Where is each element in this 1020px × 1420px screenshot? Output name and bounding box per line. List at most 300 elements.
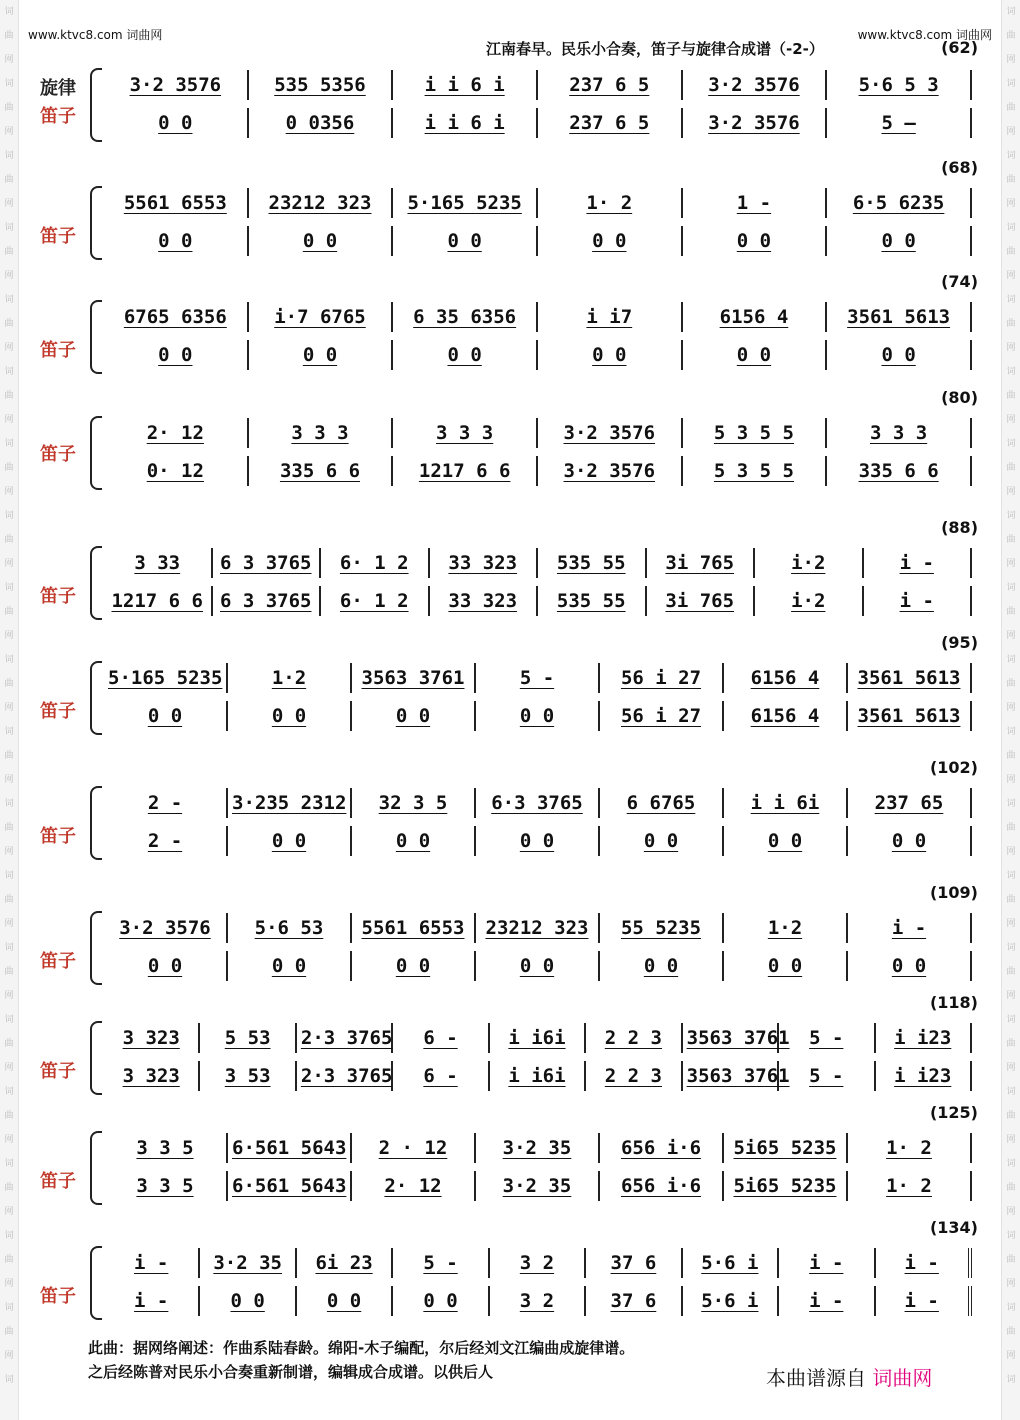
- side-watermark-text: 词: [4, 1087, 14, 1097]
- notes: 1217 6 6: [111, 590, 203, 612]
- left-watermark-strip: [0, 0, 19, 1420]
- part-label: 笛子: [40, 1061, 76, 1082]
- measure: [228, 826, 352, 856]
- side-watermark-text: 曲: [1006, 1255, 1016, 1265]
- measure: [586, 1061, 682, 1091]
- measure: [538, 456, 683, 486]
- side-watermark-text: 曲: [4, 679, 14, 689]
- upper-staff: [104, 1023, 982, 1053]
- side-watermark-text: 曲: [4, 823, 14, 833]
- measure: [538, 418, 683, 448]
- notes: 2· 12: [384, 1175, 442, 1197]
- measure: [393, 418, 538, 448]
- measure: [104, 70, 249, 100]
- side-watermark-text: 网: [4, 559, 14, 569]
- notes: 1· 2: [586, 192, 633, 214]
- footer-line-2: 之后经陈普对民乐小合奏重新制谱，编辑成合成谱。以供后人: [88, 1363, 494, 1381]
- measure: [683, 418, 828, 448]
- measure: [876, 1286, 972, 1316]
- notes: 2·3 3765: [300, 1065, 393, 1087]
- notes: 3·2 3576: [129, 74, 222, 96]
- notes: 3i 765: [665, 552, 735, 574]
- notes: 6156 4: [750, 705, 820, 727]
- measure: [755, 586, 864, 616]
- lower-staff: [104, 701, 982, 731]
- side-watermark-text: 网: [1006, 1351, 1016, 1361]
- measure: [249, 188, 394, 218]
- notes: i i 6 i: [424, 112, 505, 134]
- notes: 5 3 5 5: [713, 422, 794, 444]
- notes: 5·6 5 3: [858, 74, 939, 96]
- side-watermark-text: 词: [1006, 151, 1016, 161]
- notes: 0 0: [643, 830, 679, 852]
- notes: 23212 323: [485, 917, 589, 939]
- notes: 0 0: [767, 830, 803, 852]
- measure: [724, 826, 848, 856]
- notes: i -: [809, 1290, 844, 1312]
- system-brace: [90, 68, 102, 142]
- measure: [848, 913, 972, 943]
- notes: 3·2 3576: [563, 422, 656, 444]
- measure: [104, 1286, 200, 1316]
- notes: 5i65 5235: [733, 1137, 837, 1159]
- measure-number: (102): [929, 758, 978, 777]
- side-watermark-text: 词: [1006, 223, 1016, 233]
- notes: i -: [904, 1290, 939, 1312]
- side-watermark-text: 词: [1006, 1087, 1016, 1097]
- measure-number: (68): [941, 158, 978, 177]
- measure: [876, 1061, 972, 1091]
- notes: 0 0: [271, 705, 307, 727]
- notes: 2 2 3: [604, 1027, 662, 1049]
- notes: 2 -: [147, 792, 183, 814]
- measure: [724, 701, 848, 731]
- side-watermark-text: 网: [1006, 487, 1016, 497]
- side-watermark-text: 词: [4, 943, 14, 953]
- notes: 56 i 27: [620, 705, 702, 727]
- measure: [827, 226, 972, 256]
- measure: [724, 1133, 848, 1163]
- notes: 0 0: [891, 955, 927, 977]
- score-system: [40, 758, 990, 866]
- measure: [490, 1061, 586, 1091]
- measure: [297, 1248, 393, 1278]
- notes: 2 2 3: [604, 1065, 662, 1087]
- side-watermark-text: 曲: [1006, 103, 1016, 113]
- side-watermark-text: 曲: [1006, 823, 1016, 833]
- measure: [647, 548, 756, 578]
- side-watermark-text: 词: [4, 727, 14, 737]
- measure: [393, 1286, 489, 1316]
- lower-staff: [104, 1286, 982, 1316]
- notes: 0 0: [643, 955, 679, 977]
- measure-number: (118): [929, 993, 978, 1012]
- side-watermark-text: 词: [1006, 727, 1016, 737]
- side-watermark-text: 网: [4, 991, 14, 1001]
- measure: [352, 951, 476, 981]
- side-watermark-text: 词: [4, 1231, 14, 1241]
- measure: [683, 1248, 779, 1278]
- measure: [586, 1248, 682, 1278]
- side-watermark-text: 曲: [4, 103, 14, 113]
- system-brace: [90, 300, 102, 374]
- notes: 656 i·6: [620, 1137, 702, 1159]
- side-watermark-text: 词: [1006, 655, 1016, 665]
- measure: [321, 586, 430, 616]
- measure: [249, 418, 394, 448]
- notes: 5 53: [224, 1027, 271, 1049]
- upper-staff: [104, 663, 982, 693]
- measure: [848, 826, 972, 856]
- footer-line-1: 此曲：据网络阐述：作曲系陆春龄。绵阳-木子编配，尔后经刘文江编曲成旋律谱。: [88, 1339, 635, 1357]
- source-site-link[interactable]: 词曲网: [872, 1366, 933, 1390]
- measure: [393, 340, 538, 370]
- notes: 0 0: [271, 955, 307, 977]
- side-watermark-text: 网: [4, 487, 14, 497]
- notes: 5 -: [809, 1065, 844, 1087]
- measure: [228, 663, 352, 693]
- measure: [393, 188, 538, 218]
- measure: [538, 188, 683, 218]
- measure: [104, 456, 249, 486]
- measure-number: (80): [941, 388, 978, 407]
- notes: 2 · 12: [378, 1137, 448, 1159]
- notes: 6765 6356: [123, 306, 227, 328]
- measure: [352, 788, 476, 818]
- measure: [104, 108, 249, 138]
- side-watermark-text: 词: [1006, 511, 1016, 521]
- measure: [827, 188, 972, 218]
- measure: [476, 701, 600, 731]
- lower-staff: [104, 586, 982, 616]
- notes: 237 6 5: [569, 74, 650, 96]
- side-watermark-text: 网: [1006, 1135, 1016, 1145]
- measure-number: (95): [941, 633, 978, 652]
- side-watermark-text: 曲: [1006, 391, 1016, 401]
- measure: [352, 826, 476, 856]
- measure: [538, 70, 683, 100]
- side-watermark-text: 网: [4, 199, 14, 209]
- notes: 32 3 5: [378, 792, 448, 814]
- notes: 3 3 3: [870, 422, 928, 444]
- measure: [538, 108, 683, 138]
- side-watermark-text: 网: [4, 1279, 14, 1289]
- side-watermark-text: 词: [4, 79, 14, 89]
- notes: 0· 12: [146, 460, 204, 482]
- notes: i·2: [791, 590, 826, 612]
- measure: [864, 548, 973, 578]
- lower-staff: [104, 108, 982, 138]
- side-watermark-text: 网: [1006, 1207, 1016, 1217]
- measure: [683, 302, 828, 332]
- side-watermark-text: 词: [1006, 1375, 1016, 1385]
- side-watermark-text: 网: [1006, 775, 1016, 785]
- side-watermark-text: 词: [1006, 1159, 1016, 1169]
- measure: [228, 1133, 352, 1163]
- side-watermark-text: 网: [1006, 415, 1016, 425]
- measure: [476, 951, 600, 981]
- measure: [393, 108, 538, 138]
- part-label: 笛子: [40, 701, 76, 722]
- measure: [683, 1061, 790, 1091]
- measure: [724, 913, 848, 943]
- side-watermark-text: 曲: [1006, 535, 1016, 545]
- measure: [683, 1023, 790, 1053]
- notes: 3561 5613: [857, 667, 961, 689]
- measure: [876, 1248, 972, 1278]
- notes: 5·6 i: [701, 1252, 759, 1274]
- notes: 3 2: [519, 1252, 555, 1274]
- notes: i -: [891, 917, 927, 939]
- notes: 535 55: [556, 552, 626, 574]
- part-label: 旋律: [40, 78, 76, 99]
- measure: [104, 1061, 200, 1091]
- measure-number: (134): [929, 1218, 978, 1237]
- notes: 5 3 5 5: [713, 460, 794, 482]
- notes: 0 0: [736, 344, 772, 366]
- notes: 3 33: [134, 552, 181, 574]
- score-title: 江南春早。民乐小合奏，笛子与旋律合成谱（-2-）: [486, 40, 824, 58]
- notes: 5i65 5235: [733, 1175, 837, 1197]
- notes: 5·6 53: [254, 917, 324, 939]
- side-watermark-text: 曲: [1006, 247, 1016, 257]
- measure: [104, 586, 213, 616]
- measure: [104, 1171, 228, 1201]
- notes: 0 0: [592, 230, 627, 252]
- measure: [827, 340, 972, 370]
- notes: 6· 1 2: [339, 590, 409, 612]
- part-label: 笛子: [40, 340, 76, 361]
- measure: [600, 663, 724, 693]
- measure: [213, 548, 322, 578]
- measure: [647, 586, 756, 616]
- measure: [848, 951, 972, 981]
- side-watermark-text: 曲: [4, 31, 14, 41]
- side-watermark-text: 词: [4, 511, 14, 521]
- measure: [393, 456, 538, 486]
- side-watermark-text: 词: [1006, 943, 1016, 953]
- side-watermark-text: 网: [1006, 55, 1016, 65]
- measure: [724, 1171, 848, 1201]
- upper-staff: [104, 302, 982, 332]
- notes: 0 0: [519, 705, 555, 727]
- side-watermark-text: 词: [4, 295, 14, 305]
- side-watermark-text: 词: [1006, 1015, 1016, 1025]
- notes: 0 0: [423, 1290, 458, 1312]
- system-brace: [90, 416, 102, 490]
- notes: 2· 12: [146, 422, 204, 444]
- system-brace: [90, 786, 102, 860]
- measure: [104, 913, 228, 943]
- measure: [352, 913, 476, 943]
- notes: 0 0: [881, 344, 916, 366]
- side-watermark-text: 网: [4, 775, 14, 785]
- side-watermark-text: 曲: [1006, 1111, 1016, 1121]
- side-watermark-text: 词: [1006, 871, 1016, 881]
- score-system: [40, 388, 990, 496]
- notes: 1 -: [736, 192, 772, 214]
- measure: [683, 108, 828, 138]
- measure: [600, 951, 724, 981]
- side-watermark-text: 曲: [4, 967, 14, 977]
- measure: [249, 456, 394, 486]
- side-watermark-text: 网: [4, 631, 14, 641]
- measure: [538, 548, 647, 578]
- measure: [538, 586, 647, 616]
- upper-staff: [104, 1133, 982, 1163]
- notes: 37 6: [610, 1290, 657, 1312]
- part-label: 笛子: [40, 1171, 76, 1192]
- side-watermark-text: 网: [4, 127, 14, 137]
- part-label: 笛子: [40, 586, 76, 607]
- side-watermark-text: 曲: [1006, 1039, 1016, 1049]
- watermark-left: www.ktvc8.com 词曲网: [28, 28, 163, 42]
- measure: [848, 701, 972, 731]
- measure: [228, 951, 352, 981]
- side-watermark-text: 网: [1006, 1063, 1016, 1073]
- notes: i i6i: [508, 1027, 566, 1049]
- measure: [683, 188, 828, 218]
- notes: 3 2: [519, 1290, 555, 1312]
- notes: 33 323: [448, 590, 518, 612]
- lower-staff: [104, 340, 982, 370]
- side-watermark-text: 网: [4, 703, 14, 713]
- notes: 3 323: [122, 1065, 180, 1087]
- side-watermark-text: 曲: [4, 1255, 14, 1265]
- notes: 33 323: [448, 552, 518, 574]
- notes: 3·2 3576: [563, 460, 656, 482]
- side-watermark-text: 词: [1006, 439, 1016, 449]
- side-watermark-text: 曲: [1006, 319, 1016, 329]
- measure: [490, 1023, 586, 1053]
- measure: [228, 1171, 352, 1201]
- side-watermark-text: 词: [1006, 1303, 1016, 1313]
- side-watermark-text: 曲: [1006, 751, 1016, 761]
- measure: [104, 826, 228, 856]
- measure: [683, 340, 828, 370]
- measure: [600, 701, 724, 731]
- upper-staff: [104, 418, 982, 448]
- notes: 5·165 5235: [108, 667, 223, 689]
- system-brace: [90, 546, 102, 620]
- side-watermark-text: 词: [1006, 1231, 1016, 1241]
- notes: 0 0: [147, 705, 183, 727]
- measure: [249, 226, 394, 256]
- notes: i i23: [894, 1065, 952, 1087]
- notes: 656 i·6: [620, 1175, 702, 1197]
- measure: [476, 1133, 600, 1163]
- side-watermark-text: 曲: [1006, 679, 1016, 689]
- score-system: [40, 883, 990, 991]
- lower-staff: [104, 456, 982, 486]
- score-system: [40, 518, 990, 626]
- notes: 0 0: [302, 230, 338, 252]
- notes: 0 0: [147, 955, 183, 977]
- measure: [228, 788, 352, 818]
- measure: [779, 1286, 875, 1316]
- notes: 335 6 6: [279, 460, 361, 482]
- system-brace: [90, 661, 102, 735]
- notes: 1· 2: [886, 1175, 932, 1197]
- notes: 3·2 35: [502, 1175, 572, 1197]
- measure: [393, 1061, 489, 1091]
- side-watermark-text: 词: [4, 1375, 14, 1385]
- measure: [430, 548, 539, 578]
- measure: [827, 418, 972, 448]
- measure: [249, 340, 394, 370]
- upper-staff: [104, 70, 982, 100]
- notes: 3·2 3576: [119, 917, 211, 939]
- notes: 0 0356: [285, 112, 355, 134]
- notes: 6·3 3765: [491, 792, 583, 814]
- notes: i -: [134, 1290, 169, 1312]
- measure: [683, 226, 828, 256]
- measure: [393, 226, 538, 256]
- measure: [104, 701, 228, 731]
- side-watermark-text: 词: [4, 151, 14, 161]
- side-watermark-text: 网: [1006, 703, 1016, 713]
- notes: i -: [809, 1252, 844, 1274]
- measure: [352, 1133, 476, 1163]
- measure: [779, 1023, 875, 1053]
- notes: 3i 765: [665, 590, 735, 612]
- side-watermark-text: 网: [1006, 991, 1016, 1001]
- side-watermark-text: 网: [4, 1063, 14, 1073]
- part-label: 笛子: [40, 826, 76, 847]
- notes: 5561 6553: [361, 917, 465, 939]
- notes: 6156 4: [719, 306, 789, 328]
- measure: [490, 1286, 586, 1316]
- notes: 0 0: [395, 705, 431, 727]
- system-brace: [90, 186, 102, 260]
- notes: i -: [899, 590, 934, 612]
- upper-staff: [104, 788, 982, 818]
- notes: i·2: [791, 552, 826, 574]
- measure: [848, 788, 972, 818]
- side-watermark-text: 曲: [1006, 607, 1016, 617]
- measure: [249, 70, 394, 100]
- measure: [104, 418, 249, 448]
- side-watermark-text: 网: [4, 1135, 14, 1145]
- score-system: [40, 1103, 990, 1211]
- measure: [724, 951, 848, 981]
- measure: [683, 70, 828, 100]
- measure: [827, 70, 972, 100]
- score-system: [40, 158, 990, 266]
- notes: 3·2 3576: [708, 74, 800, 96]
- notes: 6i 23: [315, 1252, 373, 1274]
- side-watermark-text: 曲: [4, 319, 14, 329]
- side-watermark-text: 网: [1006, 127, 1016, 137]
- notes: 3561 5613: [857, 705, 961, 727]
- notes: 6156 4: [750, 667, 820, 689]
- notes: 0 0: [158, 344, 193, 366]
- measure: [393, 1248, 489, 1278]
- measure: [476, 913, 600, 943]
- side-watermark-text: 网: [1006, 199, 1016, 209]
- notes: 0 0: [519, 955, 555, 977]
- notes: 0 0: [230, 1290, 265, 1312]
- side-watermark-text: 曲: [4, 463, 14, 473]
- measure-number: (74): [941, 272, 978, 291]
- side-watermark-text: 词: [4, 799, 14, 809]
- measure: [213, 586, 322, 616]
- notes: 23212 323: [268, 192, 372, 214]
- measure: [321, 548, 430, 578]
- measure: [848, 663, 972, 693]
- notes: 0 0: [158, 230, 193, 252]
- side-watermark-text: 词: [4, 223, 14, 233]
